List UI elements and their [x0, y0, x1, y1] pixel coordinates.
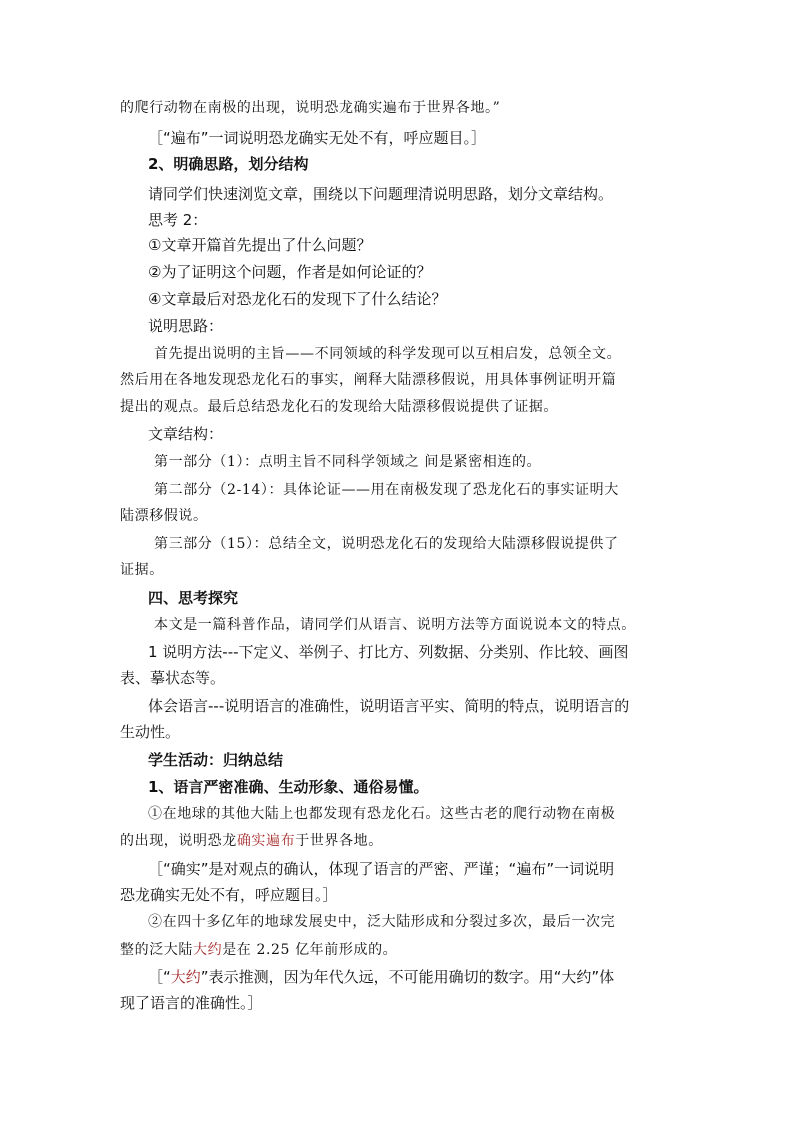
paragraph-line: 第三部分（15）：总结全文，说明恐龙化石的发现给大陆漂移假说提供了 [154, 536, 619, 552]
paragraph-line: 第一部分（1）：点明主旨不同科学领域之 间是紧密相连的。 [154, 454, 542, 470]
paragraph-line: 然后用在各地发现恐龙化石的事实，阐释大陆漂移假说，用具体事例证明开篇 [120, 372, 617, 388]
text-segment: 于世界各地。 [295, 833, 383, 849]
question-line: ①文章开篇首先提出了什么问题？ [148, 236, 372, 254]
highlighted-text: 大约 [193, 942, 223, 958]
paragraph-line [120, 831, 680, 851]
paragraph-line: 首先提出说明的主旨——不同领域的科学发现可以互相启发，总领全文。 [154, 346, 622, 362]
paragraph-line: 请同学们快速浏览文章，围绕以下问题理清说明思路，划分文章结构。 [148, 185, 614, 203]
paragraph-line: 生动性。 [120, 723, 181, 741]
paragraph-line: 证据。 [120, 562, 164, 578]
question-line: ④文章最后对恐龙化石的发现下了什么结论？ [148, 290, 447, 308]
paragraph-line: ①在地球的其他大陆上也都发现有恐龙化石。这些古老的爬行动物在南极 [148, 806, 616, 822]
highlighted-text: 大约 [170, 968, 201, 986]
paragraph-line: 提出的观点。最后总结恐龙化石的发现给大陆漂移假说提供了证据。 [120, 399, 558, 415]
paragraph-line: 说明思路： [148, 317, 224, 335]
paragraph-line: 的爬行动物在南极的出现，说明恐龙确实遍布于世界各地。” [120, 100, 501, 116]
paragraph-line: 文章结构： [148, 425, 224, 443]
paragraph-line: ［“确实”是对观点的确认，体现了语言的严密、严谨；“遍布”一词说明 [148, 860, 615, 878]
text-segment: ［“ [148, 968, 171, 986]
section-heading: 四、思考探究 [148, 589, 239, 607]
paragraph-line: 体会语言---说明语言的准确性，说明语言平实、简明的特点，说明语言的 [148, 697, 630, 715]
section-heading: 2、明确思路，划分结构 [148, 155, 309, 173]
paragraph-line: ［“遍布”一词说明恐龙确实无处不有，呼应题目。］ [148, 129, 487, 147]
paragraph-line: 第二部分（2-14）：具体论证——用在南极发现了恐龙化石的事实证明大 [154, 482, 619, 498]
paragraph-line: 本文是一篇科普作品，请同学们从语言、说明方法等方面说说本文的特点。 [154, 617, 636, 633]
highlighted-text: 确实遍布 [236, 833, 296, 849]
paragraph-line: ②在四十多亿年的地球发展史中，泛大陆形成和分裂过多次，最后一次完 [148, 914, 616, 930]
paragraph-line [148, 967, 680, 987]
paragraph-line: 现了语言的准确性。］ [120, 994, 263, 1012]
paragraph-line: 表、摹状态等。 [120, 669, 226, 687]
paragraph-line: 1 说明方法---下定义、举例子、打比方、列数据、分类别、作比较、画图 [148, 643, 629, 661]
paragraph-line: 思考 2： [148, 211, 208, 229]
text-segment: 是在 2.25 亿年前形成的。 [222, 942, 398, 958]
question-line: ②为了证明这个问题，作者是如何论证的？ [148, 263, 432, 281]
text-segment: 的出现，说明恐龙 [120, 833, 237, 849]
paragraph-line [120, 940, 680, 960]
paragraph-line: 恐龙确实无处不有，呼应题目。］ [120, 886, 338, 904]
text-segment: 整的泛大陆 [120, 942, 193, 958]
section-heading: 1、语言严密准确、生动形象、通俗易懂。 [148, 778, 429, 796]
paragraph-line: 陆漂移假说。 [120, 508, 208, 524]
section-heading: 学生活动：归纳总结 [148, 751, 284, 769]
text-segment: ”表示推测，因为年代久远，不可能用确切的数字。用“大约”体 [200, 968, 615, 986]
